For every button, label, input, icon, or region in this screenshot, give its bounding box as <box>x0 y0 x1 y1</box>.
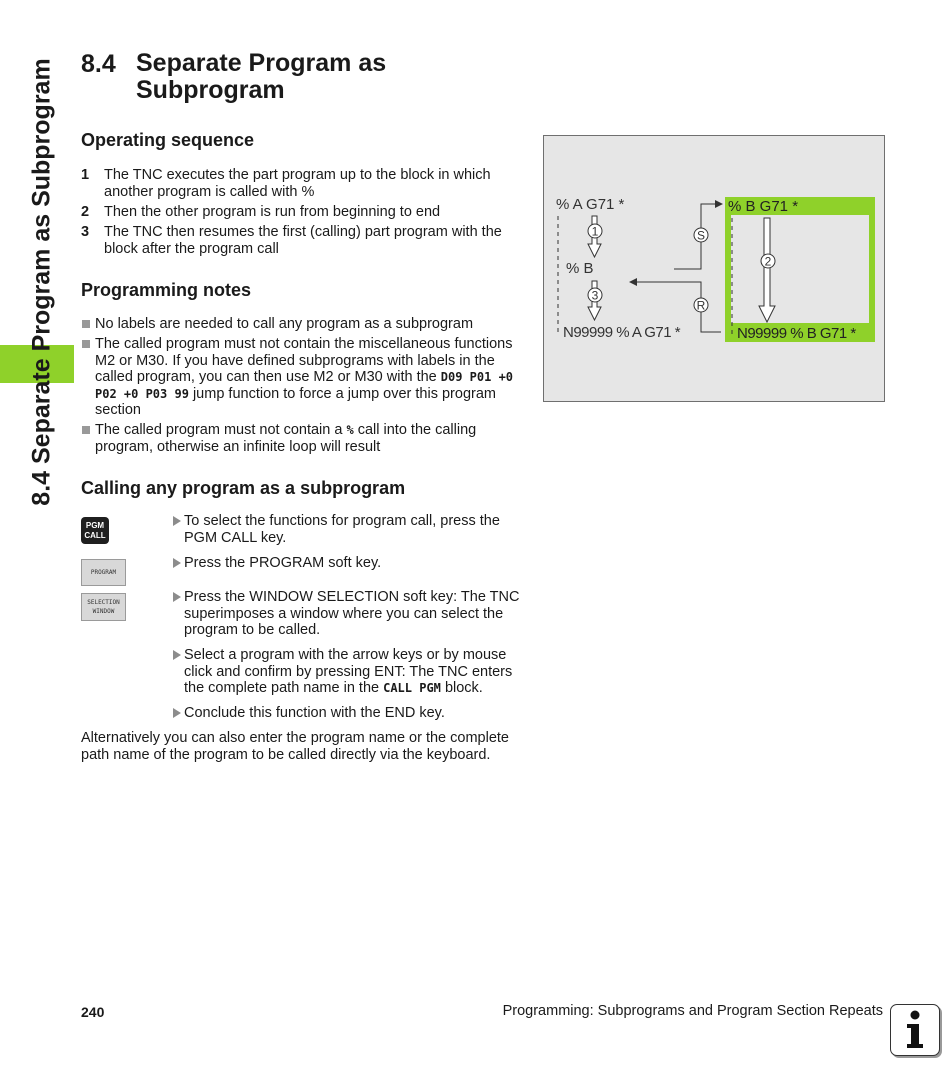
bullet-icon <box>82 320 90 328</box>
chapter-title: Programming: Subprograms and Program Section Repeats <box>502 1003 883 1019</box>
step-instruction: Press the WINDOW SELECTION soft key: The TNC superimposes a window where you can select the program to be called. <box>184 589 520 638</box>
step-number: 3 <box>81 224 90 240</box>
calling-heading: Calling any program as a subprogram <box>81 478 406 498</box>
marker-3: 3 <box>591 288 599 303</box>
programming-notes-heading: Programming notes <box>81 280 252 300</box>
program-a-end-label: N99999 % A G71 * <box>563 324 681 341</box>
program-b-end-label: N99999 % B G71 * <box>737 325 856 342</box>
arrow-right-icon <box>173 558 181 568</box>
program-b-start-label: % B G71 * <box>728 198 799 215</box>
note-text: No labels are needed to call any program as a subprogram <box>95 316 474 332</box>
step-text: The TNC then resumes the first (calling) part program with the block after the program call <box>104 224 502 257</box>
section-title: Separate Program as Subprogram <box>136 49 387 104</box>
code-snippet: CALL PGM <box>383 681 441 695</box>
step-instruction: To select the functions for program call, press the PGM CALL key. <box>184 513 500 546</box>
side-tab-title: 8.4 Separate Program as Subprogram <box>27 58 56 506</box>
arrow-right-icon <box>173 708 181 718</box>
marker-2: 2 <box>764 254 772 269</box>
program-a-start-label: % A G71 * <box>556 196 625 213</box>
program-b-call-label: % B <box>566 260 594 277</box>
pgm-call-key: PGM CALL <box>81 517 109 544</box>
code-snippet: % <box>346 423 354 437</box>
page-number: 240 <box>81 1004 105 1020</box>
arrow-right-icon <box>173 516 181 526</box>
section-number: 8.4 <box>81 50 116 78</box>
step-instruction: Conclude this function with the END key. <box>184 705 445 721</box>
step-text: The TNC executes the part program up to the block in which another program is called with % <box>104 167 491 200</box>
code-snippet: D09 P01 +0 P02 +0 P03 99 <box>95 370 514 401</box>
step-instruction: Select a program with the arrow keys or by mouse click and confirm by pressing ENT: The TNC enters the complete path name in the CALL PGM block. <box>184 647 513 696</box>
step-number: 2 <box>81 204 90 220</box>
marker-r: R <box>696 298 706 313</box>
step-text: Then the other program is run from beginning to end <box>104 204 441 220</box>
step-instruction: Press the PROGRAM soft key. <box>184 555 382 571</box>
arrow-right-icon <box>173 592 181 602</box>
program-softkey: PROGRAM <box>81 559 126 586</box>
step-number: 1 <box>81 167 90 183</box>
program-flow-figure <box>543 135 885 402</box>
marker-s: S <box>696 228 706 243</box>
note-text: The called program must not contain the miscellaneous functions M2 or M30. If you have defined subprograms with labels in the called program, you can then use M2 or M30 with the D09 P01 +0 P02 +0 P03 99 jump function to force a jump over this program section <box>95 336 514 418</box>
operating-sequence-heading: Operating sequence <box>81 130 255 150</box>
bullet-icon <box>82 340 90 348</box>
bullet-icon <box>82 426 90 434</box>
closing-paragraph: Alternatively you can also enter the program name or the complete path name of the program to be called directly via the keyboard. <box>81 730 509 763</box>
info-icon <box>890 1004 940 1056</box>
arrow-right-icon <box>173 650 181 660</box>
marker-1: 1 <box>591 224 599 239</box>
note-text: The called program must not contain a % call into the calling program, otherwise an infinite loop will result <box>95 422 477 455</box>
selection-window-softkey: SELECTION WINDOW <box>81 593 126 621</box>
